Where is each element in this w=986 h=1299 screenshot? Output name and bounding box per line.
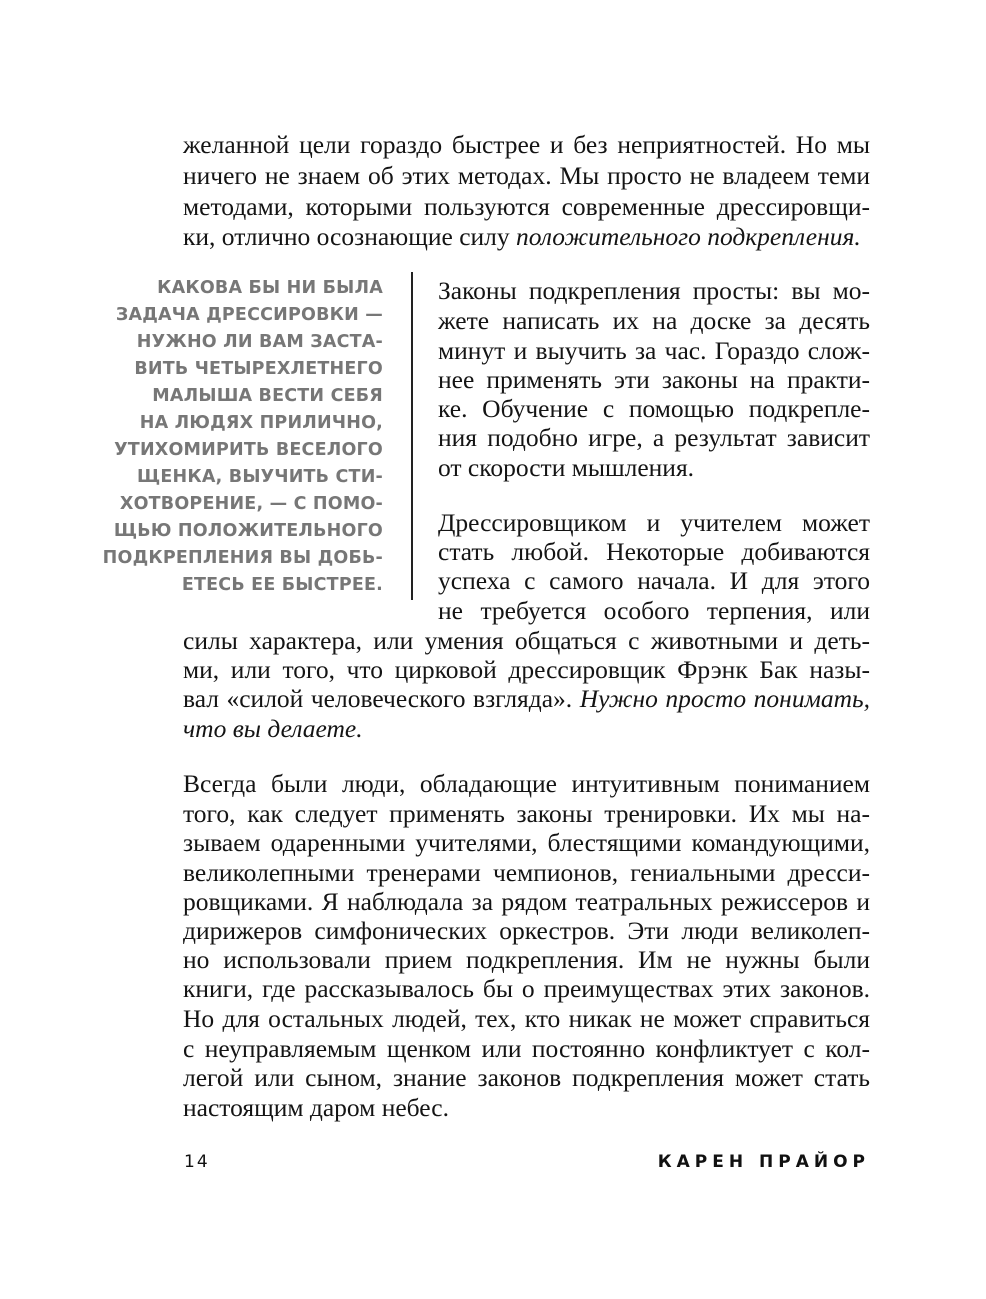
pull-quote-line: УТИХОМИРИТЬ ВЕСЕЛОГО	[114, 440, 383, 460]
page-number: 14	[184, 1152, 210, 1172]
text-line: от скорости мышления.	[438, 453, 695, 482]
text-line: дирижеров симфонических оркестров. Эти люди великолеп-	[183, 916, 870, 945]
pull-quote-line: НУЖНО ЛИ ВАМ ЗАСТА-	[136, 332, 383, 352]
text-line: не требуется особого терпения, или	[438, 596, 870, 625]
pull-quote-line: ЩЕНКА, ВЫУЧИТЬ СТИ-	[137, 467, 383, 487]
text-line: Всегда были люди, обладающие интуитивным пониманием	[183, 769, 870, 798]
text-line: настоящим даром небес.	[183, 1093, 449, 1122]
text-line: минут и выучить за час. Гораздо слож-	[438, 336, 870, 365]
pull-quote-line: ЗАДАЧА ДРЕССИРОВКИ —	[115, 305, 383, 325]
text-line: желанной цели гораздо быстрее и без неприятностей. Но мы	[183, 130, 870, 159]
text-line: успеха с самого начала. И для этого	[438, 566, 870, 595]
text-line: ми, или того, что цирковой дрессировщик Фрэнк Бак назы-	[183, 655, 870, 684]
text-line: Дрессировщиком и учителем может	[438, 508, 870, 537]
text-line: но использовали прием подкрепления. Им не нужны были	[183, 945, 870, 974]
italic-emphasis: положительного подкрепления.	[516, 222, 861, 251]
text-line: того, как следует применять законы тренировки. Их мы на-	[183, 799, 870, 828]
text-line: нее применять эти законы на практи-	[438, 365, 870, 394]
text-line: жете написать их на доске за десять	[438, 306, 870, 335]
pull-quote-line: НА ЛЮДЯХ ПРИЛИЧНО,	[139, 413, 383, 433]
pull-quote-line: ВИТЬ ЧЕТЫРЕХЛЕТНЕГО	[134, 359, 383, 379]
text-line: зываем одаренными учителями, блестящими командующими,	[183, 828, 870, 857]
text-line	[183, 222, 861, 251]
text-span: ки, отлично осознающие силу	[183, 222, 517, 251]
text-line: силы характера, или умения общаться с животными и деть-	[183, 626, 870, 655]
text-line: книги, где рассказывалось бы о преимуществах этих законов.	[183, 974, 870, 1003]
text-line: ке. Обучение с помощью подкрепле-	[438, 394, 870, 423]
italic-emphasis: Нужно просто понимать,	[579, 684, 870, 713]
text-line: Но для остальных людей, тех, кто никак не может справиться	[183, 1004, 870, 1033]
text-line: Законы подкрепления просты: вы мо-	[438, 276, 870, 305]
running-footer-author: КАРЕН ПРАЙОР	[657, 1152, 870, 1172]
text-line: ровщиками. Я наблюдала за рядом театральных режиссеров и	[183, 887, 870, 916]
text-line: ничего не знаем об этих методах. Мы просто не владеем теми	[183, 161, 870, 190]
pull-quote-line: КАКОВА БЫ НИ БЫЛА	[157, 278, 383, 298]
text-line: с неуправляемым щенком или постоянно конфликтует с кол-	[183, 1034, 870, 1063]
text-line: великолепными тренерами чемпионов, гениальными дресси-	[183, 858, 870, 887]
pull-quote-line: МАЛЫША ВЕСТИ СЕБЯ	[152, 386, 383, 406]
italic-emphasis: что вы делаете.	[183, 714, 363, 743]
text-line	[183, 684, 870, 713]
text-line: методами, которыми пользуются современные дрессировщи-	[183, 192, 870, 221]
text-span: вал «силой человеческого взгляда».	[183, 684, 580, 713]
pull-quote-line: ЕТЕСЬ ЕЕ БЫСТРЕЕ.	[181, 575, 383, 595]
pull-quote-line: ЩЬЮ ПОЛОЖИТЕЛЬНОГО	[113, 521, 383, 541]
pull-quote-divider	[411, 272, 413, 600]
pull-quote-line: ХОТВОРЕНИЕ, — С ПОМО-	[119, 494, 383, 514]
text-line: легой или сыном, знание законов подкрепления может стать	[183, 1063, 870, 1092]
pull-quote-line: ПОДКРЕПЛЕНИЯ ВЫ ДОБЬ-	[102, 548, 383, 568]
text-line: стать любой. Некоторые добиваются	[438, 537, 870, 566]
text-line: ния подобно игре, а результат зависит	[438, 423, 870, 452]
